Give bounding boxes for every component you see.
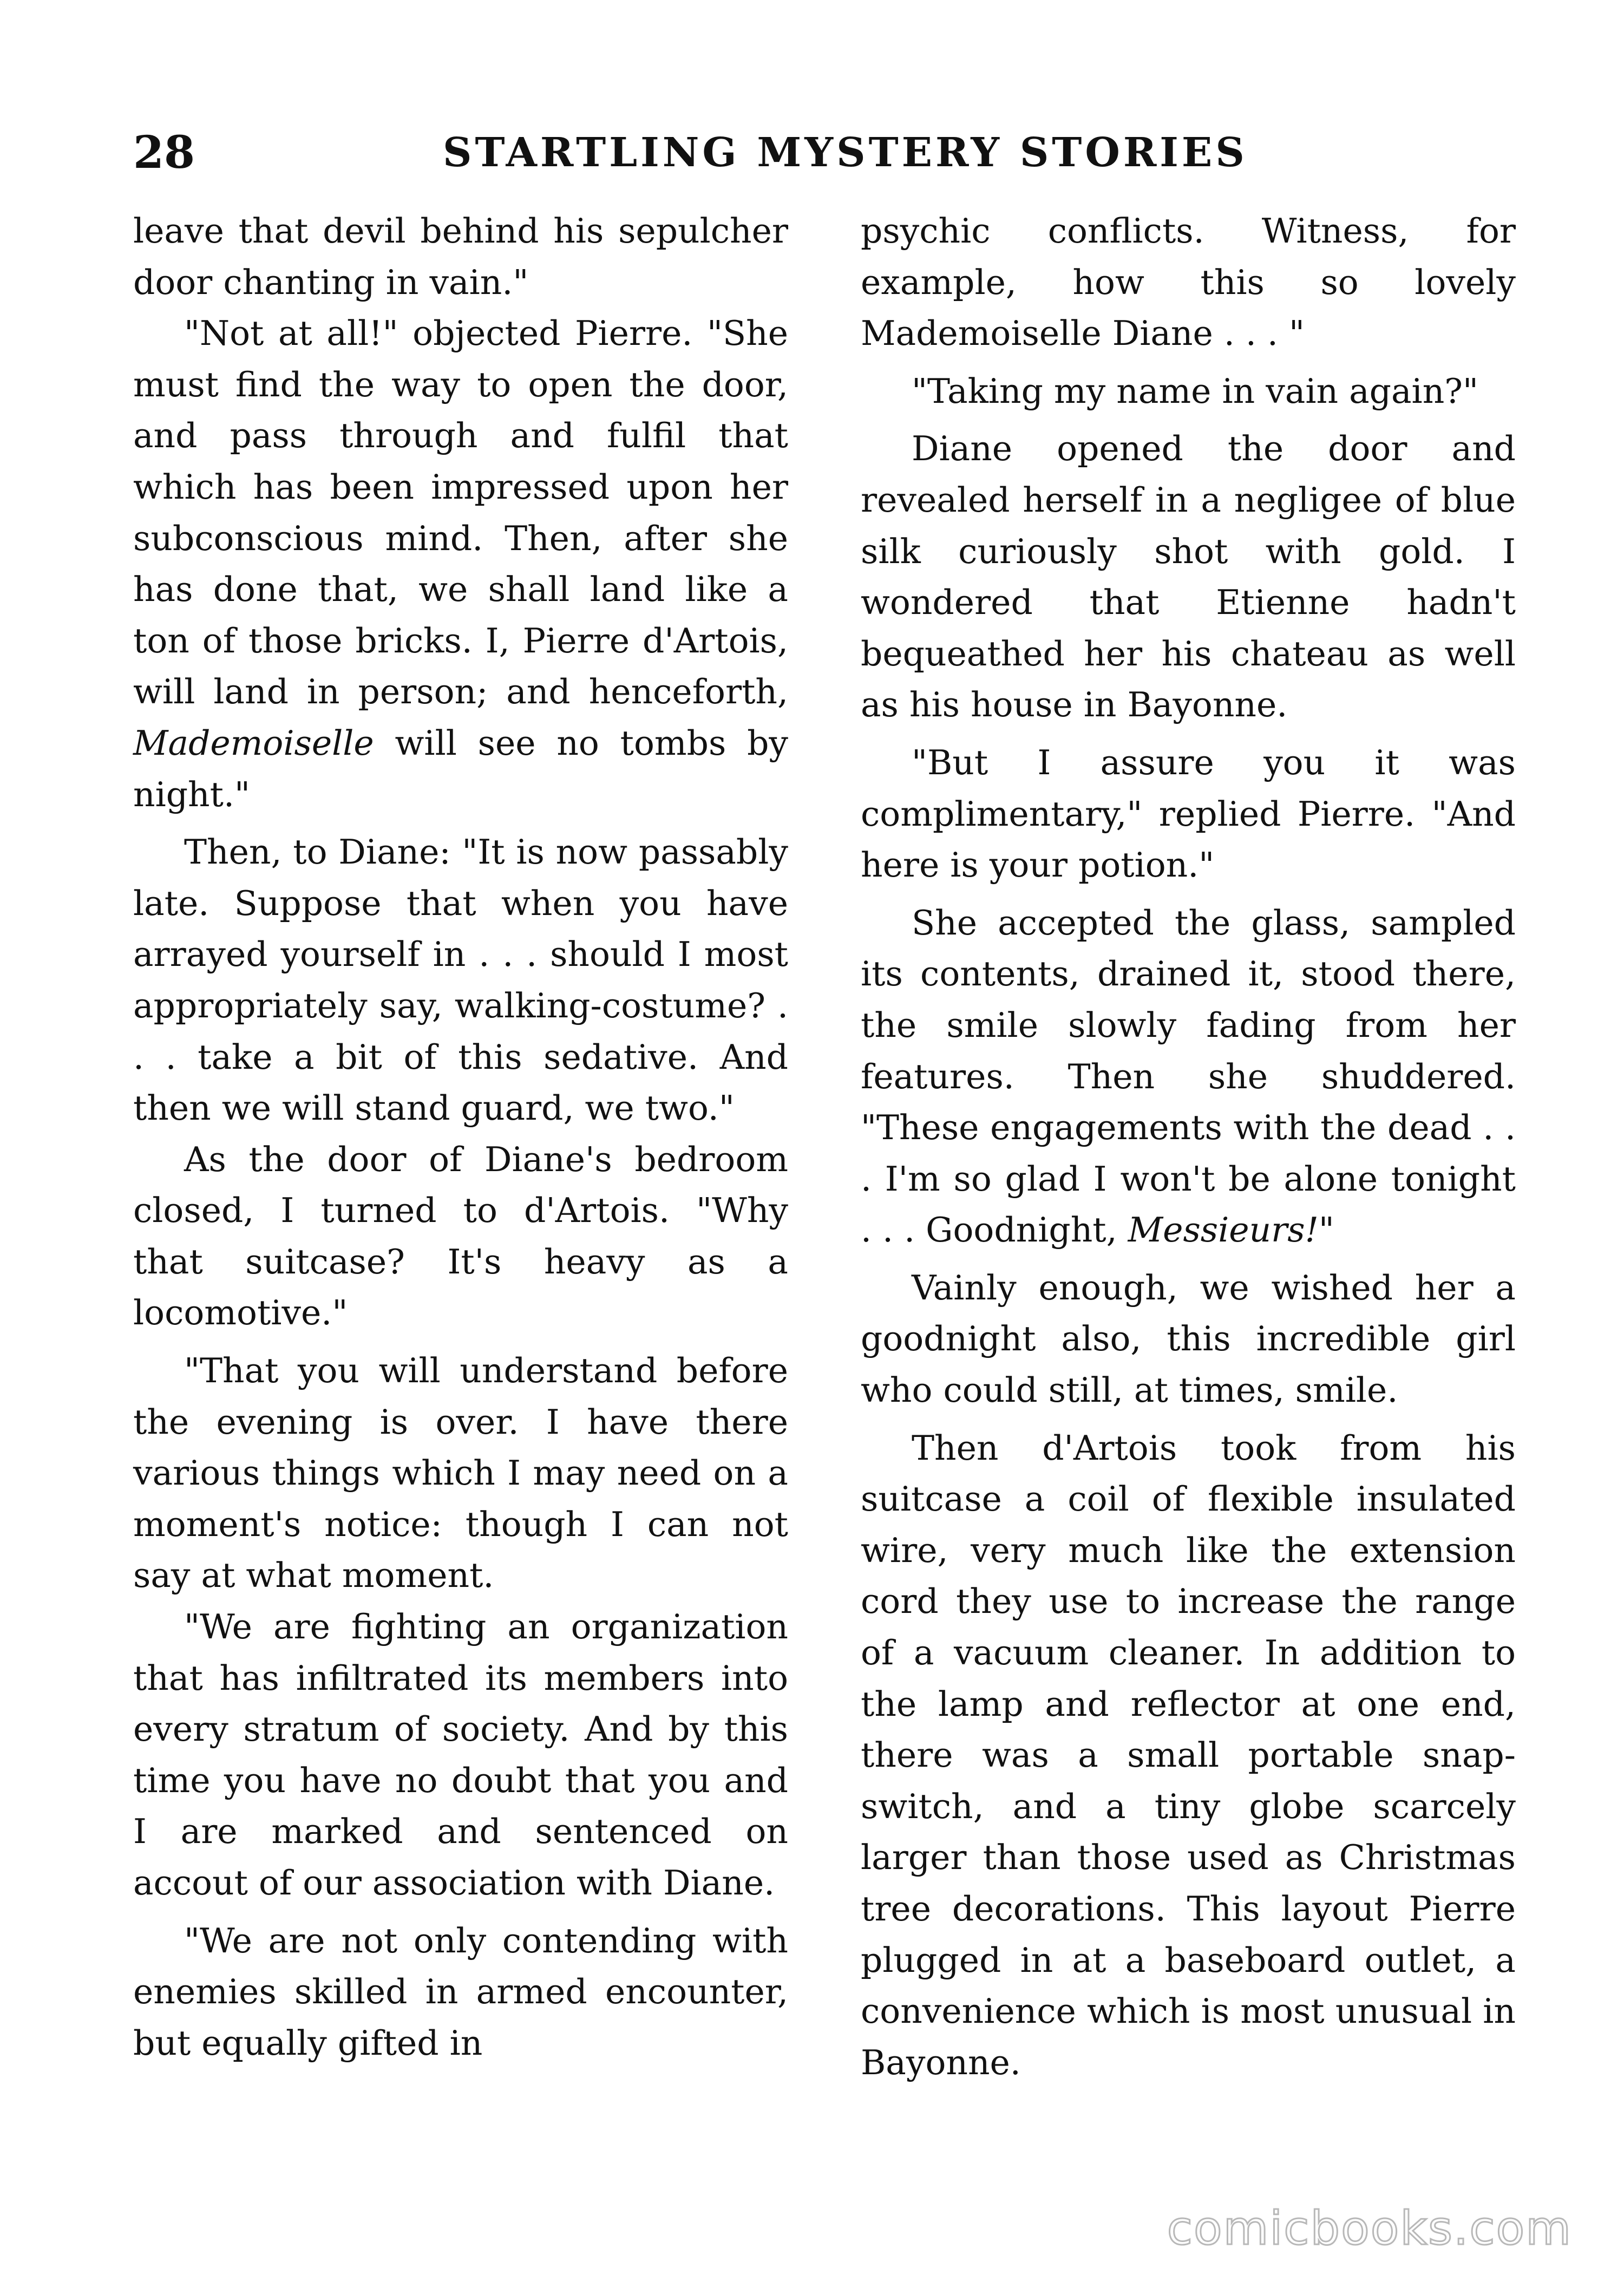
paragraph: Diane opened the door and revealed herself in a negligee of blue silk curiously shot with gold. I wondered that Etienne hadn't bequeathed her his chateau as well as his house in Bayonne. <box>861 429 1516 725</box>
page-header <box>133 126 1503 185</box>
left-column <box>133 206 788 2069</box>
paragraph: "Taking my name in vain again?" <box>912 371 1479 411</box>
paragraph: leave that devil behind his sepulcher door chanting in vain." <box>133 211 788 302</box>
italic-text: Mademoiselle <box>133 723 374 763</box>
paragraph: Vainly enough, we wished her a goodnight also, this incredible girl who could still, at times, smile. <box>861 1267 1516 1410</box>
italic-text: Messieurs!" <box>1128 1210 1334 1250</box>
paragraph: As the door of Diane's bedroom closed, I turned to d'Artois. "Why that suitcase? It's heavy as a locomotive." <box>133 1139 788 1333</box>
paragraph: "That you will understand before the evening is over. I have there various things which I may need on a moment's notice: though I can not say at what moment. <box>133 1351 788 1596</box>
paragraph: "Not at all!" objected Pierre. "She must find the way to open the door, and pass through and fulfil that which has been impressed upon her subconscious mind. Then, after she has done that, we shall land like a ton of those bricks. I, Pierre d'Artois, will land in person; and henceforth, Mademoiselle will see no tombs by night." <box>133 313 788 814</box>
running-title: STARTLING MYSTERY STORIES <box>443 129 1248 176</box>
paragraph: Then, to Diane: "It is now passably late. Suppose that when you have arrayed yourself in . . . should I most appropriately say, walking-costume? . . . take a bit of this sedative. And then we will stand guard, we two." <box>133 832 788 1128</box>
paragraph: "We are fighting an organization that has infiltrated its members into every stratum of society. And by this time you have no doubt that you and I are marked and sentenced on accout of our association with Diane. <box>133 1607 788 1903</box>
paragraph: "We are not only contending with enemies skilled in armed encounter, but equally gifted in <box>133 1920 788 2063</box>
paragraph: "But I assure you it was complimentary," replied Pierre. "And here is your potion." <box>861 742 1516 885</box>
page-number: 28 <box>133 127 195 179</box>
paragraph: She accepted the glass, sampled its contents, drained it, stood there, the smile slowly fading from her features. Then she shuddered. "These engagements with the dead . . . I'm so glad I won't be alone tonight . . . Goodnight, Messieurs!" <box>861 903 1516 1250</box>
paragraph: Then d'Artois took from his suitcase a coil of flexible insulated wire, very much like the extension cord they use to increase the range of a vacuum cleaner. In addition to the lamp and reflector at one end, there was a small portable snap-switch, and a tiny globe scarcely larger than those used as Christmas tree decorations. This layout Pierre plugged in at a baseboard outlet, a convenience which is most unusual in Bayonne. <box>861 1428 1516 2082</box>
watermark: comicbooks.com <box>1167 2201 1572 2256</box>
right-column <box>861 206 1516 2088</box>
paragraph: psychic conflicts. Witness, for example, how this so lovely Mademoiselle Diane . . . " <box>861 211 1516 354</box>
